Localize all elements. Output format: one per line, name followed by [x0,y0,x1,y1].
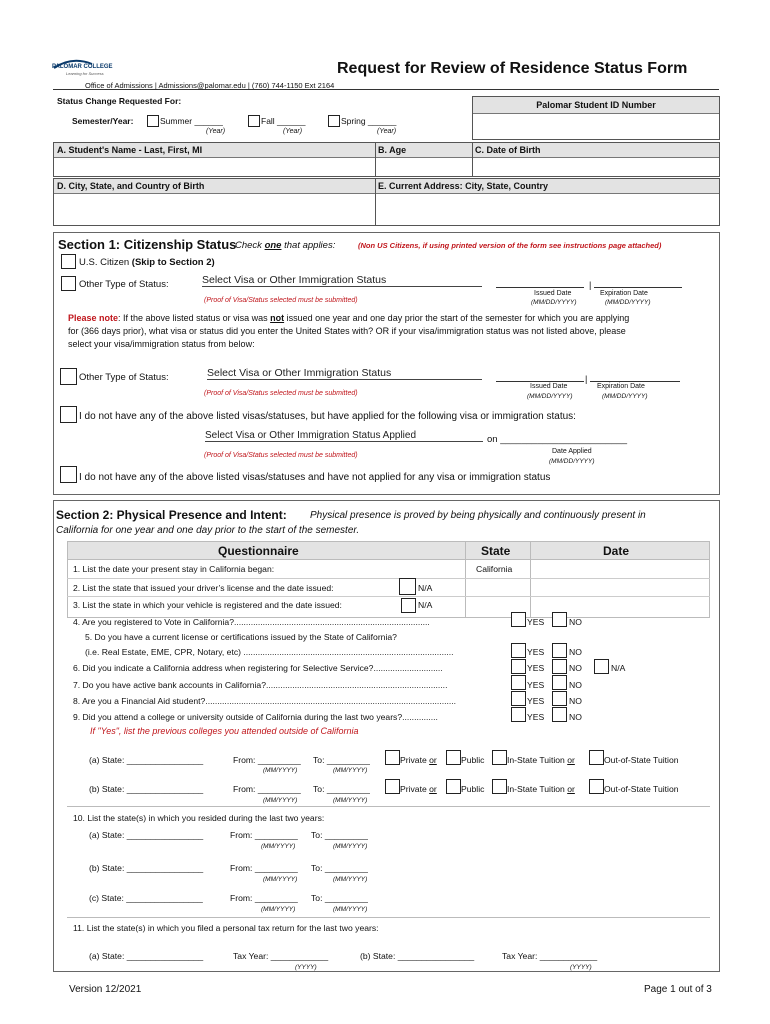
resided-c-state[interactable]: (c) State: ________________ [89,893,203,903]
date-format-hint: (MM/DD/YYYY) [549,458,595,465]
q3-na-label: N/A [418,600,433,610]
question-5: 5. Do you have a current license or certifications issued by the State of California? [85,632,397,642]
yes-label: YES [527,663,545,673]
logo-line2: Learning for Success [66,71,104,76]
no-label: NO [569,680,582,690]
resided-a-from[interactable]: From: _________ [230,830,298,840]
yes-label: YES [527,680,545,690]
outstate-label: Out-of-State Tuition [604,784,679,794]
question-4: 4. Are you registered to Vote in California?.................................................................................. [73,617,430,627]
date-format-hint: (MM/YYYY) [261,843,296,850]
college-a-from[interactable]: From: _________ [233,755,301,765]
issued-date-label: Issued Date [534,290,572,297]
please-note-line-2: for (366 days prior), what visa or status did you enter the United States with? OR if your visa/immigration status was not listed above, please [68,326,626,336]
college-logo [52,56,112,78]
expiration-date-input-2[interactable] [590,381,680,382]
version-label: Version 12/2021 [69,984,142,995]
non-citizen-note: (Non US Citizens, if using printed version of the form see instructions page attached) [358,241,662,250]
yes-label: YES [527,617,545,627]
other-status-label: Other Type of Status: [79,372,169,383]
date-format-hint: (MM/YYYY) [263,876,298,883]
q5-no-checkbox[interactable] [552,643,567,658]
date-format-hint: (MM/YYYY) [333,797,368,804]
date-format-hint: (MM/YYYY) [333,843,368,850]
date-format-hint: (MM/DD/YYYY) [605,299,651,306]
q6-no-checkbox[interactable] [552,659,567,674]
birthplace-label: D. City, State, and Country of Birth [57,181,205,191]
resided-b-state[interactable]: (b) State: ________________ [89,863,204,873]
section-2-title: Section 2: Physical Presence and Intent: [56,508,287,522]
other-status-checkbox-2[interactable] [60,368,77,385]
q5-yes-checkbox[interactable] [511,643,526,658]
summer-label: Summer ______ [160,116,223,126]
resided-b-from[interactable]: From: _________ [230,863,298,873]
yes-label: YES [527,712,545,722]
college-b-to[interactable]: To: _________ [313,784,370,794]
visa-applied-select[interactable]: Select Visa or Other Immigration Status Applied [205,430,483,442]
please-note-line-1: Please note: If the above listed status or visa was not issued one year and one day prior the start of the semester for which you are applying [68,313,630,323]
q9-yes-checkbox[interactable] [511,707,526,722]
college-a-outstate-checkbox[interactable] [589,750,604,765]
college-a-private-checkbox[interactable] [385,750,400,765]
date-format-hint: (MM/DD/YYYY) [527,393,573,400]
section-1-instruction: Check one that applies: [235,240,336,251]
date-format-hint: (MM/YYYY) [263,767,298,774]
student-id-label: Palomar Student ID Number [473,97,719,114]
summer-checkbox[interactable] [147,115,159,127]
tax-a-state[interactable]: (a) State: ________________ [89,951,204,961]
fall-checkbox[interactable] [248,115,260,127]
private-label: Private or [400,755,437,765]
date-format-hint: (MM/YYYY) [333,767,368,774]
us-citizen-checkbox[interactable] [61,254,76,269]
q7-yes-checkbox[interactable] [511,675,526,690]
resided-c-to[interactable]: To: _________ [311,893,368,903]
expiration-date-label: Expiration Date [597,383,645,390]
question-11: 11. List the state(s) in which you filed a personal tax return for the last two years: [73,923,379,933]
date-format-hint: (MM/YYYY) [333,906,368,913]
questionnaire-header: Questionnaire [218,544,299,558]
year-format-hint: (YYYY) [295,964,317,971]
college-a-instate-checkbox[interactable] [492,750,507,765]
q3-na-checkbox[interactable] [401,598,416,613]
college-a-public-checkbox[interactable] [446,750,461,765]
q4-yes-checkbox[interactable] [511,612,526,627]
college-b-private-checkbox[interactable] [385,779,400,794]
issued-date-label: Issued Date [530,383,568,390]
public-label: Public [461,755,485,765]
age-label: B. Age [378,145,407,155]
state-answer-1[interactable]: California [476,564,513,574]
resided-b-to[interactable]: To: _________ [311,863,368,873]
question-6: 6. Did you indicate a California address when registering for Selective Service?............................. [73,663,443,673]
date-applied-input[interactable]: on ________________________ [487,434,628,445]
q2-na-label: N/A [418,583,433,593]
question-9: 9. Did you attend a college or university outside of California during the last two years?............... [73,712,438,722]
question-8: 8. Are you a Financial Aid student?......................................................................................................... [73,696,457,706]
tax-b-state[interactable]: (b) State: ________________ [360,951,475,961]
public-label: Public [461,784,485,794]
no-label: NO [569,696,582,706]
spring-checkbox[interactable] [328,115,340,127]
birthplace-input[interactable] [54,195,374,225]
year-hint: (Year) [377,128,397,135]
tax-a-year[interactable]: Tax Year: ____________ [233,951,329,961]
yes-label: YES [527,647,545,657]
other-status-checkbox-1[interactable] [61,276,76,291]
question-2: 2. List the state that issued your driver’s license and the date issued: [73,583,334,593]
other-status-label: Other Type of Status: [79,279,169,290]
page-number: Page 1 out of 3 [644,984,712,995]
college-a-to[interactable]: To: _________ [313,755,370,765]
issued-date-input-1[interactable] [496,287,584,288]
dob-label: C. Date of Birth [475,145,541,155]
no-label: NO [569,663,582,673]
date-applied-label: Date Applied [552,448,592,455]
college-b-state[interactable]: (b) State: ________________ [89,784,204,794]
semester-year-label: Semester/Year: [72,116,134,126]
college-b-public-checkbox[interactable] [446,779,461,794]
no-label: NO [569,617,582,627]
student-name-label: A. Student's Name - Last, First, MI [57,145,203,155]
applied-status-text: I do not have any of the above listed visas/statuses, but have applied for the following visa or immigration status: [79,411,576,422]
resided-c-from[interactable]: From: _________ [230,893,298,903]
college-a-state[interactable]: (a) State: ________________ [89,755,204,765]
not-applied-text: I do not have any of the above listed visas/statuses and have not applied for any visa or immigration status [79,472,551,483]
date-format-hint: (MM/YYYY) [333,876,368,883]
year-format-hint: (YYYY) [570,964,592,971]
proof-note-2: (Proof of Visa/Status selected must be submitted) [204,390,358,397]
section-1-title: Section 1: Citizenship Status [58,237,237,252]
issued-date-input-2[interactable] [496,381,584,382]
instate-label: In-State Tuition or [507,755,575,765]
office-contact: Office of Admissions | Admissions@palomar.edu | (760) 744-1150 Ext 2164 [85,81,335,90]
year-hint: (Year) [283,128,303,135]
current-address-input[interactable] [376,195,719,225]
applied-status-checkbox[interactable] [60,406,77,423]
q8-no-checkbox[interactable] [552,691,567,706]
q8-yes-checkbox[interactable] [511,691,526,706]
date-format-hint: (MM/YYYY) [263,797,298,804]
question-7: 7. Do you have active bank accounts in California?............................................................................ [73,680,448,690]
q2-na-checkbox[interactable] [399,578,416,595]
student-name-input[interactable] [54,159,374,176]
section-1 [53,232,720,495]
question-1: 1. List the date your present stay in California began: [73,564,275,574]
age-input[interactable] [376,159,471,176]
outstate-label: Out-of-State Tuition [604,755,679,765]
if-yes-note: If "Yes", list the previous colleges you attended outside of California [90,726,359,736]
resided-a-to[interactable]: To: _________ [311,830,368,840]
year-hint: (Year) [206,128,226,135]
college-b-instate-checkbox[interactable] [492,779,507,794]
us-citizen-label: U.S. Citizen (Skip to Section 2) [79,257,215,268]
visa-select-1[interactable]: Select Visa or Other Immigration Status [202,274,482,287]
tax-b-year[interactable]: Tax Year: ____________ [502,951,598,961]
proof-note-1: (Proof of Visa/Status selected must be submitted) [204,297,358,304]
date-input-1[interactable] [531,561,709,577]
spring-label: Spring ______ [341,116,397,126]
resided-a-state[interactable]: (a) State: ________________ [89,830,204,840]
yes-label: YES [527,696,545,706]
q4-no-checkbox[interactable] [552,612,567,627]
date-format-hint: (MM/DD/YYYY) [531,299,577,306]
question-5b: (i.e. Real Estate, EME, CPR, Notary, etc) ........................................................................................ [85,647,454,657]
q9-no-checkbox[interactable] [552,707,567,722]
status-change-label: Status Change Requested For: [57,96,182,106]
fall-label: Fall ______ [261,116,306,126]
page-title: Request for Review of Residence Status Form [337,60,688,77]
please-note-line-3: select your visa/immigration status from below: [68,339,255,349]
not-applied-checkbox[interactable] [60,466,77,483]
section-2-desc-1: Physical presence is proved by being physically and continuously present in [310,510,646,521]
current-address-label: E. Current Address: City, State, Country [378,181,549,191]
question-10: 10. List the state(s) in which you resided during the last two years: [73,813,325,823]
no-label: NO [569,647,582,657]
proof-note-3: (Proof of Visa/Status selected must be submitted) [204,452,358,459]
logo-line1: PALOMAR COLLEGE [52,64,113,70]
expiration-date-input-1[interactable] [594,287,682,288]
section-2-desc-2: California for one year and one day prior to the start of the semester. [56,525,360,536]
instate-label: In-State Tuition or [507,784,575,794]
private-label: Private or [400,784,437,794]
state-header: State [481,544,511,558]
expiration-date-label: Expiration Date [600,290,648,297]
student-id-box[interactable] [472,96,720,140]
q7-no-checkbox[interactable] [552,675,567,690]
college-b-outstate-checkbox[interactable] [589,779,604,794]
date-header: Date [603,544,630,558]
question-3: 3. List the state in which your vehicle is registered and the date issued: [73,600,342,610]
q6-yes-checkbox[interactable] [511,659,526,674]
visa-select-2[interactable]: Select Visa or Other Immigration Status [207,367,482,380]
date-format-hint: (MM/DD/YYYY) [602,393,648,400]
date-format-hint: (MM/YYYY) [261,906,296,913]
na-label: N/A [611,663,626,673]
q6-na-checkbox[interactable] [594,659,609,674]
dob-input[interactable] [473,159,719,176]
no-label: NO [569,712,582,722]
college-b-from[interactable]: From: _________ [233,784,301,794]
